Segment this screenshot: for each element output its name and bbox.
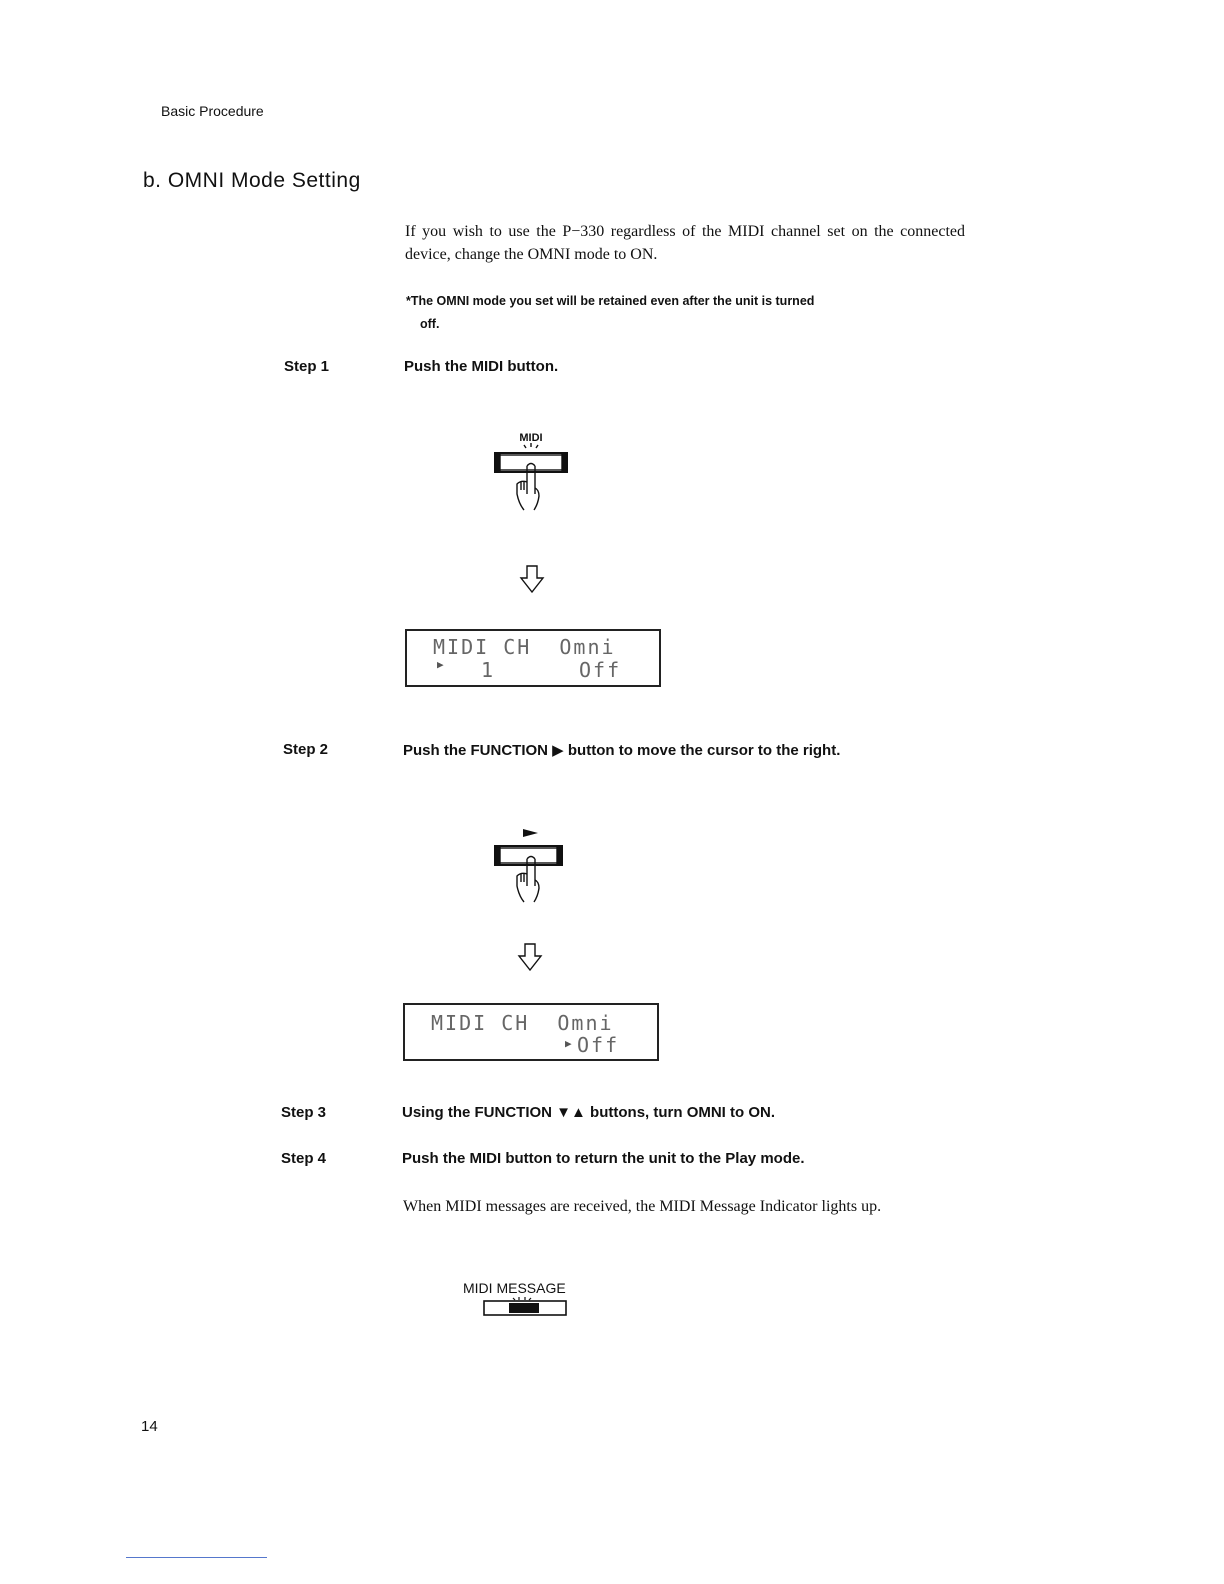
midi-message-paragraph: When MIDI messages are received, the MIDI Message Indicator lights up. — [403, 1198, 882, 1215]
lcd1-line1: MIDI CH Omni — [433, 635, 616, 659]
step-4-label: Step 4 — [281, 1150, 327, 1167]
cursor-icon: ▶ — [437, 658, 446, 671]
cursor-icon: ▶ — [565, 1037, 574, 1050]
lcd-display-2 — [403, 1003, 659, 1061]
note-line-1: *The OMNI mode you set will be retained even after the unit is turned — [406, 294, 815, 308]
right-triangle-icon: ▶ — [552, 742, 564, 759]
step-4-text: Push the MIDI button to return the unit to the Play mode. — [402, 1150, 805, 1167]
finger-pressing-icon — [486, 428, 576, 518]
step-2-text — [403, 741, 840, 759]
indicator-led-icon — [463, 1280, 593, 1320]
note-line-2: off. — [420, 317, 440, 331]
step-3-label: Step 3 — [281, 1104, 327, 1121]
lcd2-omni-value: Off — [577, 1033, 620, 1057]
section-title: b. OMNI Mode Setting — [143, 169, 361, 192]
step-1-label: Step 1 — [284, 358, 330, 375]
running-header: Basic Procedure — [161, 103, 264, 119]
step-1-text: Push the MIDI button. — [404, 358, 559, 375]
page-number: 14 — [141, 1418, 158, 1435]
finger-pressing-icon — [486, 822, 576, 912]
midi-button-label: MIDI — [519, 432, 543, 444]
midi-button-figure — [486, 428, 576, 518]
step-3-text-after: buttons, turn OMNI to ON. — [590, 1104, 776, 1121]
step-3-text-before: Using the FUNCTION — [402, 1104, 552, 1121]
down-arrow-icon — [517, 942, 543, 972]
lcd1-channel-value: 1 — [481, 658, 496, 682]
function-right-button-figure — [486, 822, 576, 912]
retention-note — [406, 290, 964, 336]
step-2-text-before: Push the FUNCTION — [403, 742, 548, 759]
step-2-label: Step 2 — [283, 741, 329, 758]
down-up-triangles-icon: ▼▲ — [556, 1104, 586, 1121]
midi-message-indicator-figure — [463, 1280, 593, 1320]
lcd1-omni-value: Off — [579, 658, 622, 682]
lcd2-line1: MIDI CH Omni — [431, 1011, 614, 1035]
step-2-text-after: button to move the cursor to the right. — [567, 742, 841, 759]
step-3-text — [402, 1104, 775, 1121]
footer-rule — [126, 1557, 267, 1558]
midi-message-label: MIDI MESSAGE — [463, 1280, 566, 1296]
lcd-display-1 — [405, 629, 661, 687]
intro-paragraph: If you wish to use the P−330 regardless of the MIDI channel set on the connected device, change the OMNI mode to ON. — [405, 223, 965, 263]
down-arrow-icon — [519, 564, 545, 594]
